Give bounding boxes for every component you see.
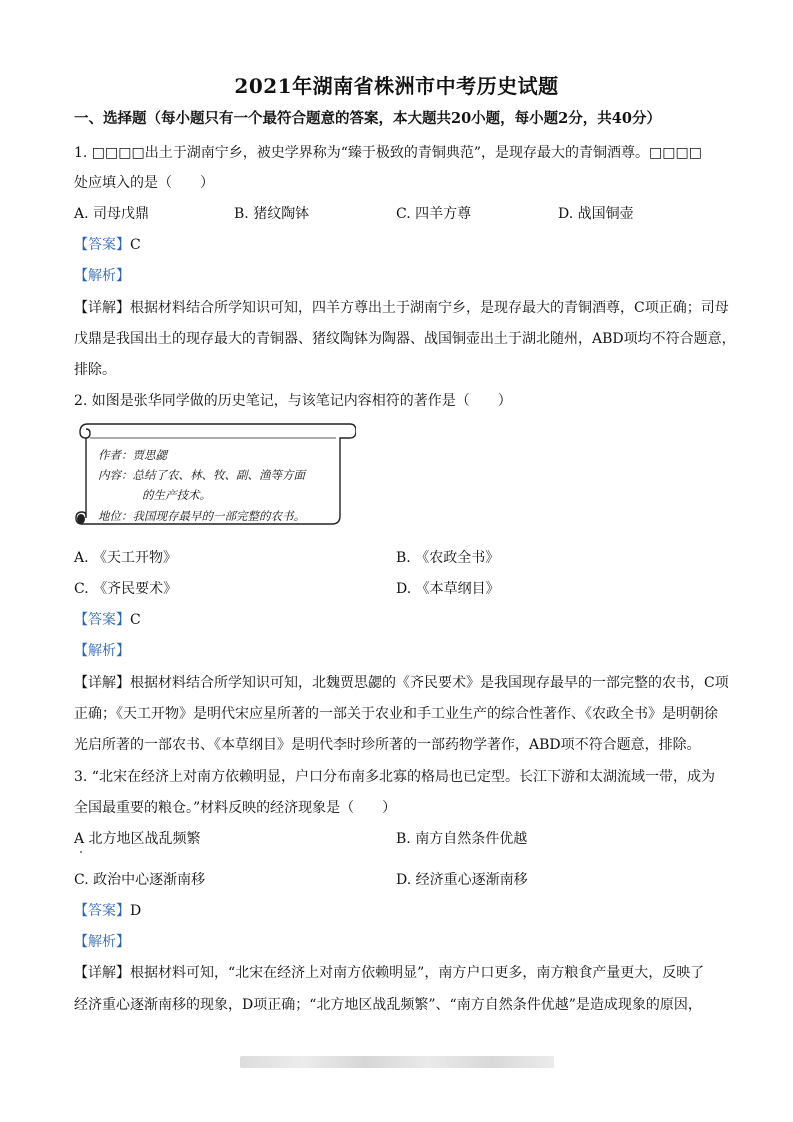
q3-option-d: D. 经济重心逐渐南移 [396, 872, 528, 888]
q2-option-d: D. 《本草纲目》 [396, 581, 500, 597]
q3-answer-value: D [130, 903, 142, 919]
answer-label: 【答案】 [74, 612, 130, 628]
history-note-scroll [74, 420, 356, 530]
section-heading: 一、选择题（每小题只有一个最符合题意的答案，本大题共20小题，每小题2分，共40分） [74, 110, 661, 127]
page-title: 2021年湖南省株洲市中考历史试题 [234, 74, 559, 98]
note-content: 内容：总结了农、林、牧、副、渔等方面 [98, 468, 305, 482]
q2-detail-line1: 【详解】根据材料结合所学知识可知，北魏贾思勰的《齐民要术》是我国现存最早的一部完整的农书，C项 [74, 675, 729, 691]
q1-option-d: D. 战国铜壶 [558, 206, 634, 222]
q3-stem-line1: 3. “北宋在经济上对南方依赖明显，户口分布南多北寡的格局也已定型。长江下游和太湖流域一带，成为 [74, 769, 715, 785]
q1-answer-value: C [130, 237, 141, 253]
q3-stem-line2: 全国最重要的粮仓。”材料反映的经济现象是（ ） [74, 800, 397, 816]
q2-stem: 2. 如图是张华同学做的历史笔记，与该笔记内容相符的著作是（ ） [74, 393, 512, 409]
q1-analysis-label: 【解析】 [74, 268, 130, 284]
q3-option-a: A 北方地区战乱频繁 [74, 831, 201, 847]
q3-analysis-label: 【解析】 [74, 934, 130, 950]
q1-answer [74, 234, 724, 254]
answer-label: 【答案】 [74, 237, 130, 253]
scan-speck [80, 851, 82, 853]
q2-answer [74, 609, 724, 629]
q1-stem-line1: 1. □□□□出土于湖南宁乡，被史学界称为“臻于极致的青铜典范”，是现存最大的青铜酒尊。□□□□ [74, 145, 702, 161]
q1-option-b: B. 猪纹陶钵 [234, 206, 310, 222]
q2-option-c: C. 《齐民要术》 [74, 581, 178, 597]
q2-detail-line2: 正确；《天工开物》是明代宋应星所著的一部关于农业和手工业生产的综合性著作、《农政全书》是明朝徐 [74, 706, 718, 722]
q3-option-b: B. 南方自然条件优越 [396, 831, 528, 847]
q1-option-a: A. 司母戊鼎 [74, 206, 150, 222]
note-status: 地位：我国现存最早的一部完整的农书。 [98, 509, 305, 523]
q2-option-b: B. 《农政全书》 [396, 550, 500, 566]
q2-answer-value: C [130, 612, 141, 628]
answer-label: 【答案】 [74, 903, 130, 919]
q1-detail-line1: 【详解】根据材料结合所学知识可知，四羊方尊出土于湖南宁乡，是现存最大的青铜酒尊，C项正确；司母 [74, 300, 729, 316]
note-author: 作者：贾思勰 [98, 448, 167, 462]
detail-label: 【详解】 [74, 675, 130, 691]
q1-stem-line2: 处应填入的是（ ） [74, 175, 214, 191]
q2-option-a: A. 《天工开物》 [74, 550, 178, 566]
q1-option-c: C. 四羊方尊 [396, 206, 472, 222]
q2-analysis-label: 【解析】 [74, 643, 130, 659]
q3-detail-line1: 【详解】根据材料可知，“北宋在经济上对南方依赖明显”，南方户口更多，南方粮食产量更大，反映了 [74, 965, 705, 981]
detail-label: 【详解】 [74, 300, 130, 316]
q3-answer [74, 900, 724, 920]
q1-detail-line2: 戊鼎是我国出土的现存最大的青铜器、猪纹陶钵为陶器、战国铜壶出土于湖北随州，ABD项均不符合题意， [74, 331, 736, 347]
q1-detail-line3: 排除。 [74, 362, 116, 378]
q3-detail-line2: 经济重心逐渐南移的现象，D项正确；“北方地区战乱频繁”、“南方自然条件优越”是造成现象的原因， [74, 997, 702, 1013]
detail-label: 【详解】 [74, 965, 130, 981]
q3-option-c: C. 政治中心逐渐南移 [74, 872, 206, 888]
q2-detail-line3: 光启所著的一部农书、《本草纲目》是明代李时珍所著的一部药物学著作，ABD项不符合题意，排除。 [74, 737, 701, 753]
blurred-footer-watermark [240, 1056, 554, 1068]
note-content-cont: 的生产技术。 [142, 488, 211, 502]
